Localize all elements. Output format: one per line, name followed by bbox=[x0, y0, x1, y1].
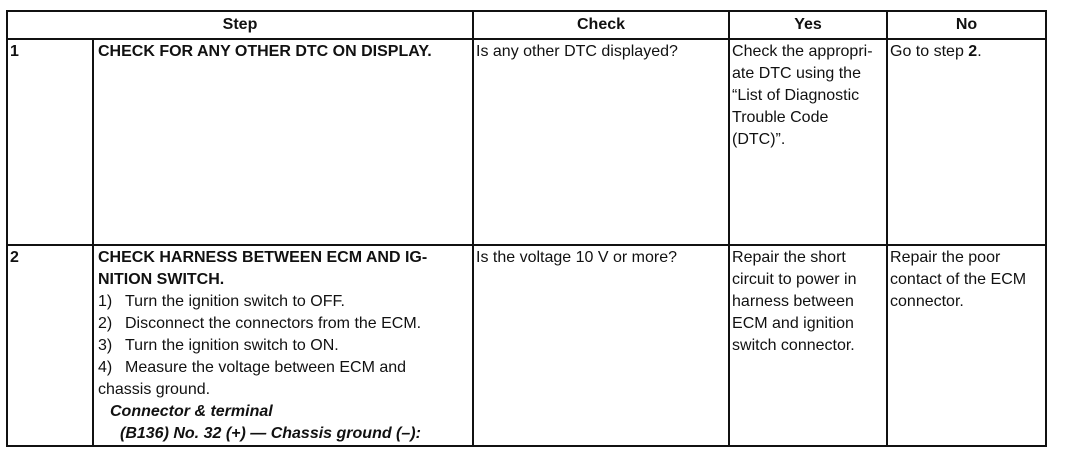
substep-text: Measure the voltage between ECM and bbox=[125, 359, 407, 376]
check-cell: Is the voltage 10 V or more? bbox=[473, 245, 729, 446]
table-row bbox=[7, 39, 1046, 245]
header-check: Check bbox=[473, 11, 729, 39]
step-number: 2 bbox=[7, 245, 93, 446]
yes-line: (DTC)”. bbox=[732, 131, 786, 148]
table-row bbox=[7, 245, 1046, 446]
step-title-line: NITION SWITCH. bbox=[98, 271, 225, 288]
no-line: contact of the ECM bbox=[890, 271, 1027, 288]
substep bbox=[98, 335, 470, 357]
no-step-link: 2 bbox=[968, 43, 978, 60]
substep-continuation: chassis ground. bbox=[98, 381, 211, 398]
substep-text: Turn the ignition switch to OFF. bbox=[125, 293, 345, 310]
no-suffix: . bbox=[977, 43, 982, 60]
yes-line: Trouble Code bbox=[732, 109, 829, 126]
connector-label: Connector & terminal bbox=[110, 403, 273, 420]
substep-number: 3) bbox=[98, 337, 113, 354]
header-step: Step bbox=[7, 11, 473, 39]
yes-line: ECM and ignition bbox=[732, 315, 854, 332]
yes-line: switch connector. bbox=[732, 337, 855, 354]
table-header-row bbox=[7, 11, 1046, 39]
substep bbox=[98, 313, 470, 335]
check-cell: Is any other DTC displayed? bbox=[473, 39, 729, 245]
yes-line: Repair the short bbox=[732, 249, 846, 266]
no-line: connector. bbox=[890, 293, 964, 310]
step-number: 1 bbox=[7, 39, 93, 245]
step-title: CHECK FOR ANY OTHER DTC ON DISPLAY. bbox=[93, 39, 473, 245]
yes-line: Check the appropri- bbox=[732, 43, 873, 60]
step-content bbox=[93, 245, 473, 446]
substep-text: Disconnect the connectors from the ECM. bbox=[125, 315, 422, 332]
connector-value: (B136) No. 32 (+) — Chassis ground (–): bbox=[120, 425, 421, 442]
no-prefix: Go to step bbox=[890, 43, 969, 60]
yes-line: ate DTC using the bbox=[732, 65, 861, 82]
no-cell bbox=[887, 39, 1046, 245]
yes-cell bbox=[729, 245, 887, 446]
yes-line: “List of Diagnostic bbox=[732, 87, 860, 104]
substep bbox=[98, 357, 470, 379]
substep-text: Turn the ignition switch to ON. bbox=[125, 337, 339, 354]
diagnostic-table bbox=[6, 10, 1047, 447]
yes-cell bbox=[729, 39, 887, 245]
substep-number: 1) bbox=[98, 293, 113, 310]
substep bbox=[98, 291, 470, 313]
header-no: No bbox=[887, 11, 1046, 39]
yes-line: circuit to power in bbox=[732, 271, 857, 288]
substep-number: 4) bbox=[98, 359, 113, 376]
substep-number: 2) bbox=[98, 315, 113, 332]
step-title-line: CHECK HARNESS BETWEEN ECM AND IG- bbox=[98, 249, 428, 266]
header-yes: Yes bbox=[729, 11, 887, 39]
no-line: Repair the poor bbox=[890, 249, 1001, 266]
no-cell bbox=[887, 245, 1046, 446]
yes-line: harness between bbox=[732, 293, 854, 310]
